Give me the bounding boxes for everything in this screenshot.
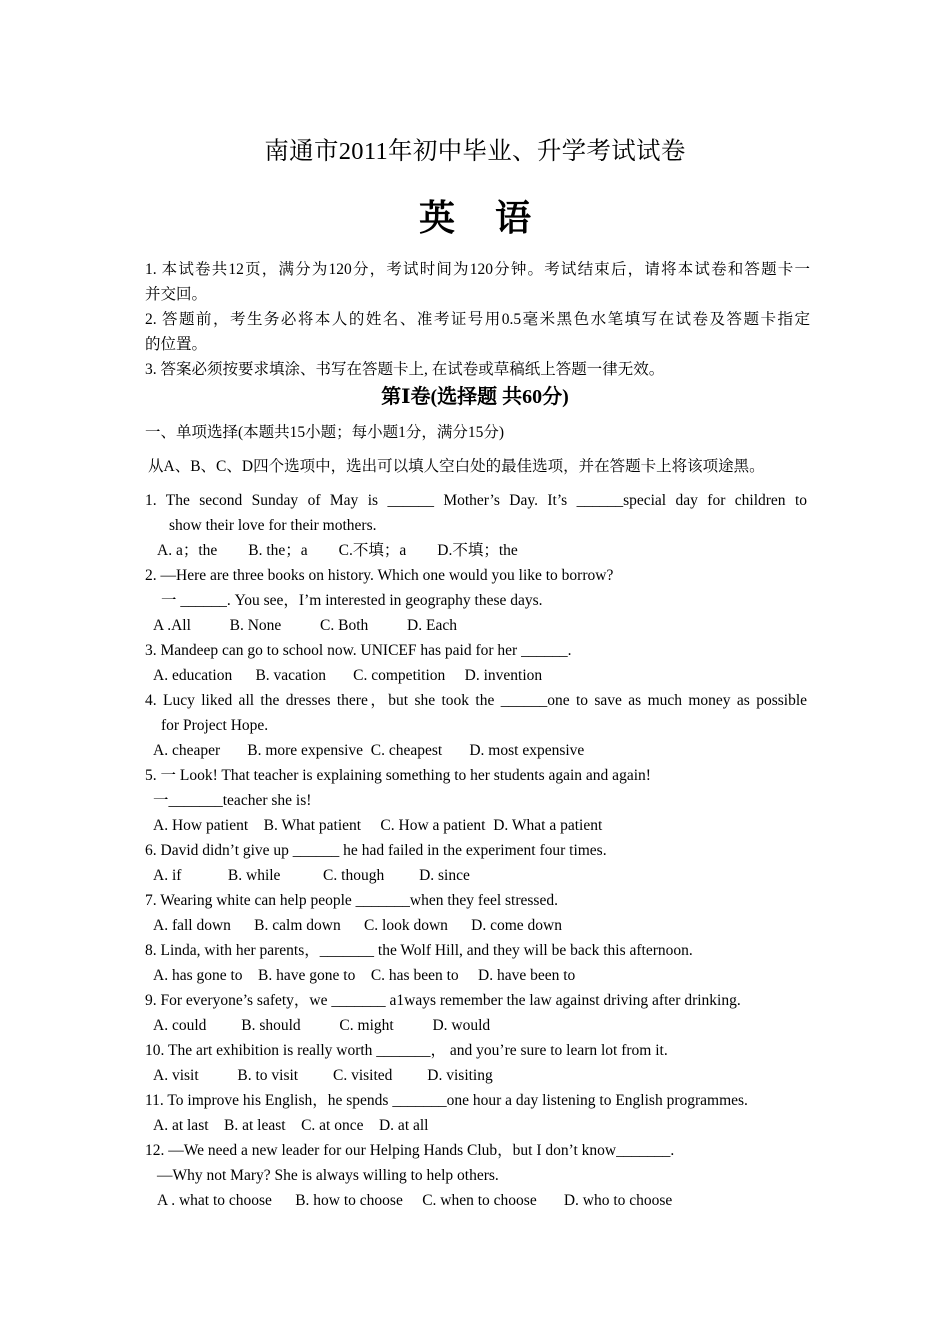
note-line: 1. 本试卷共12页，满分为120分，考试时间为120分钟。考试结束后，请将本试卷和答题卡一 [145,261,810,278]
subject-heading [0,190,950,241]
subject-char-1: 英 [418,198,455,238]
question-options: A. could B. should C. might D. would [153,1017,491,1034]
question-options: A. fall down B. calm down C. look down D. come down [153,917,562,934]
question-options: A. visit B. to visit C. visited D. visiting [153,1067,493,1084]
question-options: A .All B. None C. Both D. Each [153,617,457,634]
question-stem: 12. —We need a new leader for our Helping Hands Club，but I don’t know_______. [145,1142,675,1159]
exam-notes [145,257,810,382]
question-stem-continued: for Project Hope. [161,717,269,734]
part-title: 一、单项选择(本题共15小题；每小题1分，满分15分) [145,424,505,441]
part-instruction: 从A、B、C、D四个选项中，选出可以填人空白处的最佳选项，并在答题卡上将该项途黑。 [148,458,765,475]
question-options: A . what to choose B. how to choose C. when to choose D. who to choose [157,1192,673,1209]
note-line: 3. 答案必须按要求填涂、书写在答题卡上, 在试卷或草稿纸上答题一律无效。 [145,361,665,378]
question-stem: 5. 一 Look! That teacher is explaining something to her students again and again! [145,767,651,784]
question-options: A. has gone to B. have gone to C. has been to D. have been to [153,967,576,984]
question-options: A. education B. vacation C. competition D. invention [153,667,543,684]
question-stem: 10. The art exhibition is really worth _______， and you’re sure to learn lot from it. [145,1042,668,1059]
question-options: A. cheaper B. more expensive C. cheapest D. most expensive [153,742,585,759]
question-stem: 4. Lucy liked all the dresses there，but she took the ______one to save as much money as possible [145,692,807,709]
question-options: A. a；the B. the；a C.不填；a D.不填；the [157,542,518,559]
question-stem: 3. Mandeep can go to school now. UNICEF has paid for her ______. [145,642,572,659]
note-line: 的位置。 [145,336,208,353]
question-stem: 2. —Here are three books on history. Which one would you like to borrow? [145,567,614,584]
note-line: 2. 答题前，考生务必将本人的姓名、准考证号用0.5毫米黑色水笔填写在试卷及答题卡指定 [145,311,810,328]
question-stem: 9. For everyone’s safety，we _______ a1ways remember the law against driving after drinking. [145,992,741,1009]
question-stem: 8. Linda, with her parents，_______ the Wolf Hill, and they will be back this afternoon. [145,942,693,959]
question-stem: 11. To improve his English，he spends _______one hour a day listening to English programmes. [145,1092,748,1109]
question-stem-continued: 一_______teacher she is! [153,792,312,809]
question-options: A. How patient B. What patient C. How a patient D. What a patient [153,817,603,834]
question-stem: 1. The second Sunday of May is ______ Mother’s Day. It’s ______special day for children to [145,492,807,509]
question-stem-continued: show their love for their mothers. [169,517,377,534]
question-stem: 7. Wearing white can help people _______when they feel stressed. [145,892,558,909]
subject-char-2: 语 [495,198,532,238]
question-options: A. at last B. at least C. at once D. at all [153,1117,429,1134]
note-line: 并交回。 [145,286,208,303]
question-list [145,488,807,1213]
question-options: A. if B. while C. though D. since [153,867,470,884]
question-stem-continued: —Why not Mary? She is always willing to help others. [157,1167,499,1184]
question-stem-continued: 一 ______. You see，I’m interested in geography these days. [161,592,543,609]
section-title: 第Ⅰ卷(选择题 共60分) [381,386,569,408]
exam-title: 南通市2011年初中毕业、升学考试试卷 [264,138,686,165]
question-stem: 6. David didn’t give up ______ he had failed in the experiment four times. [145,842,607,859]
